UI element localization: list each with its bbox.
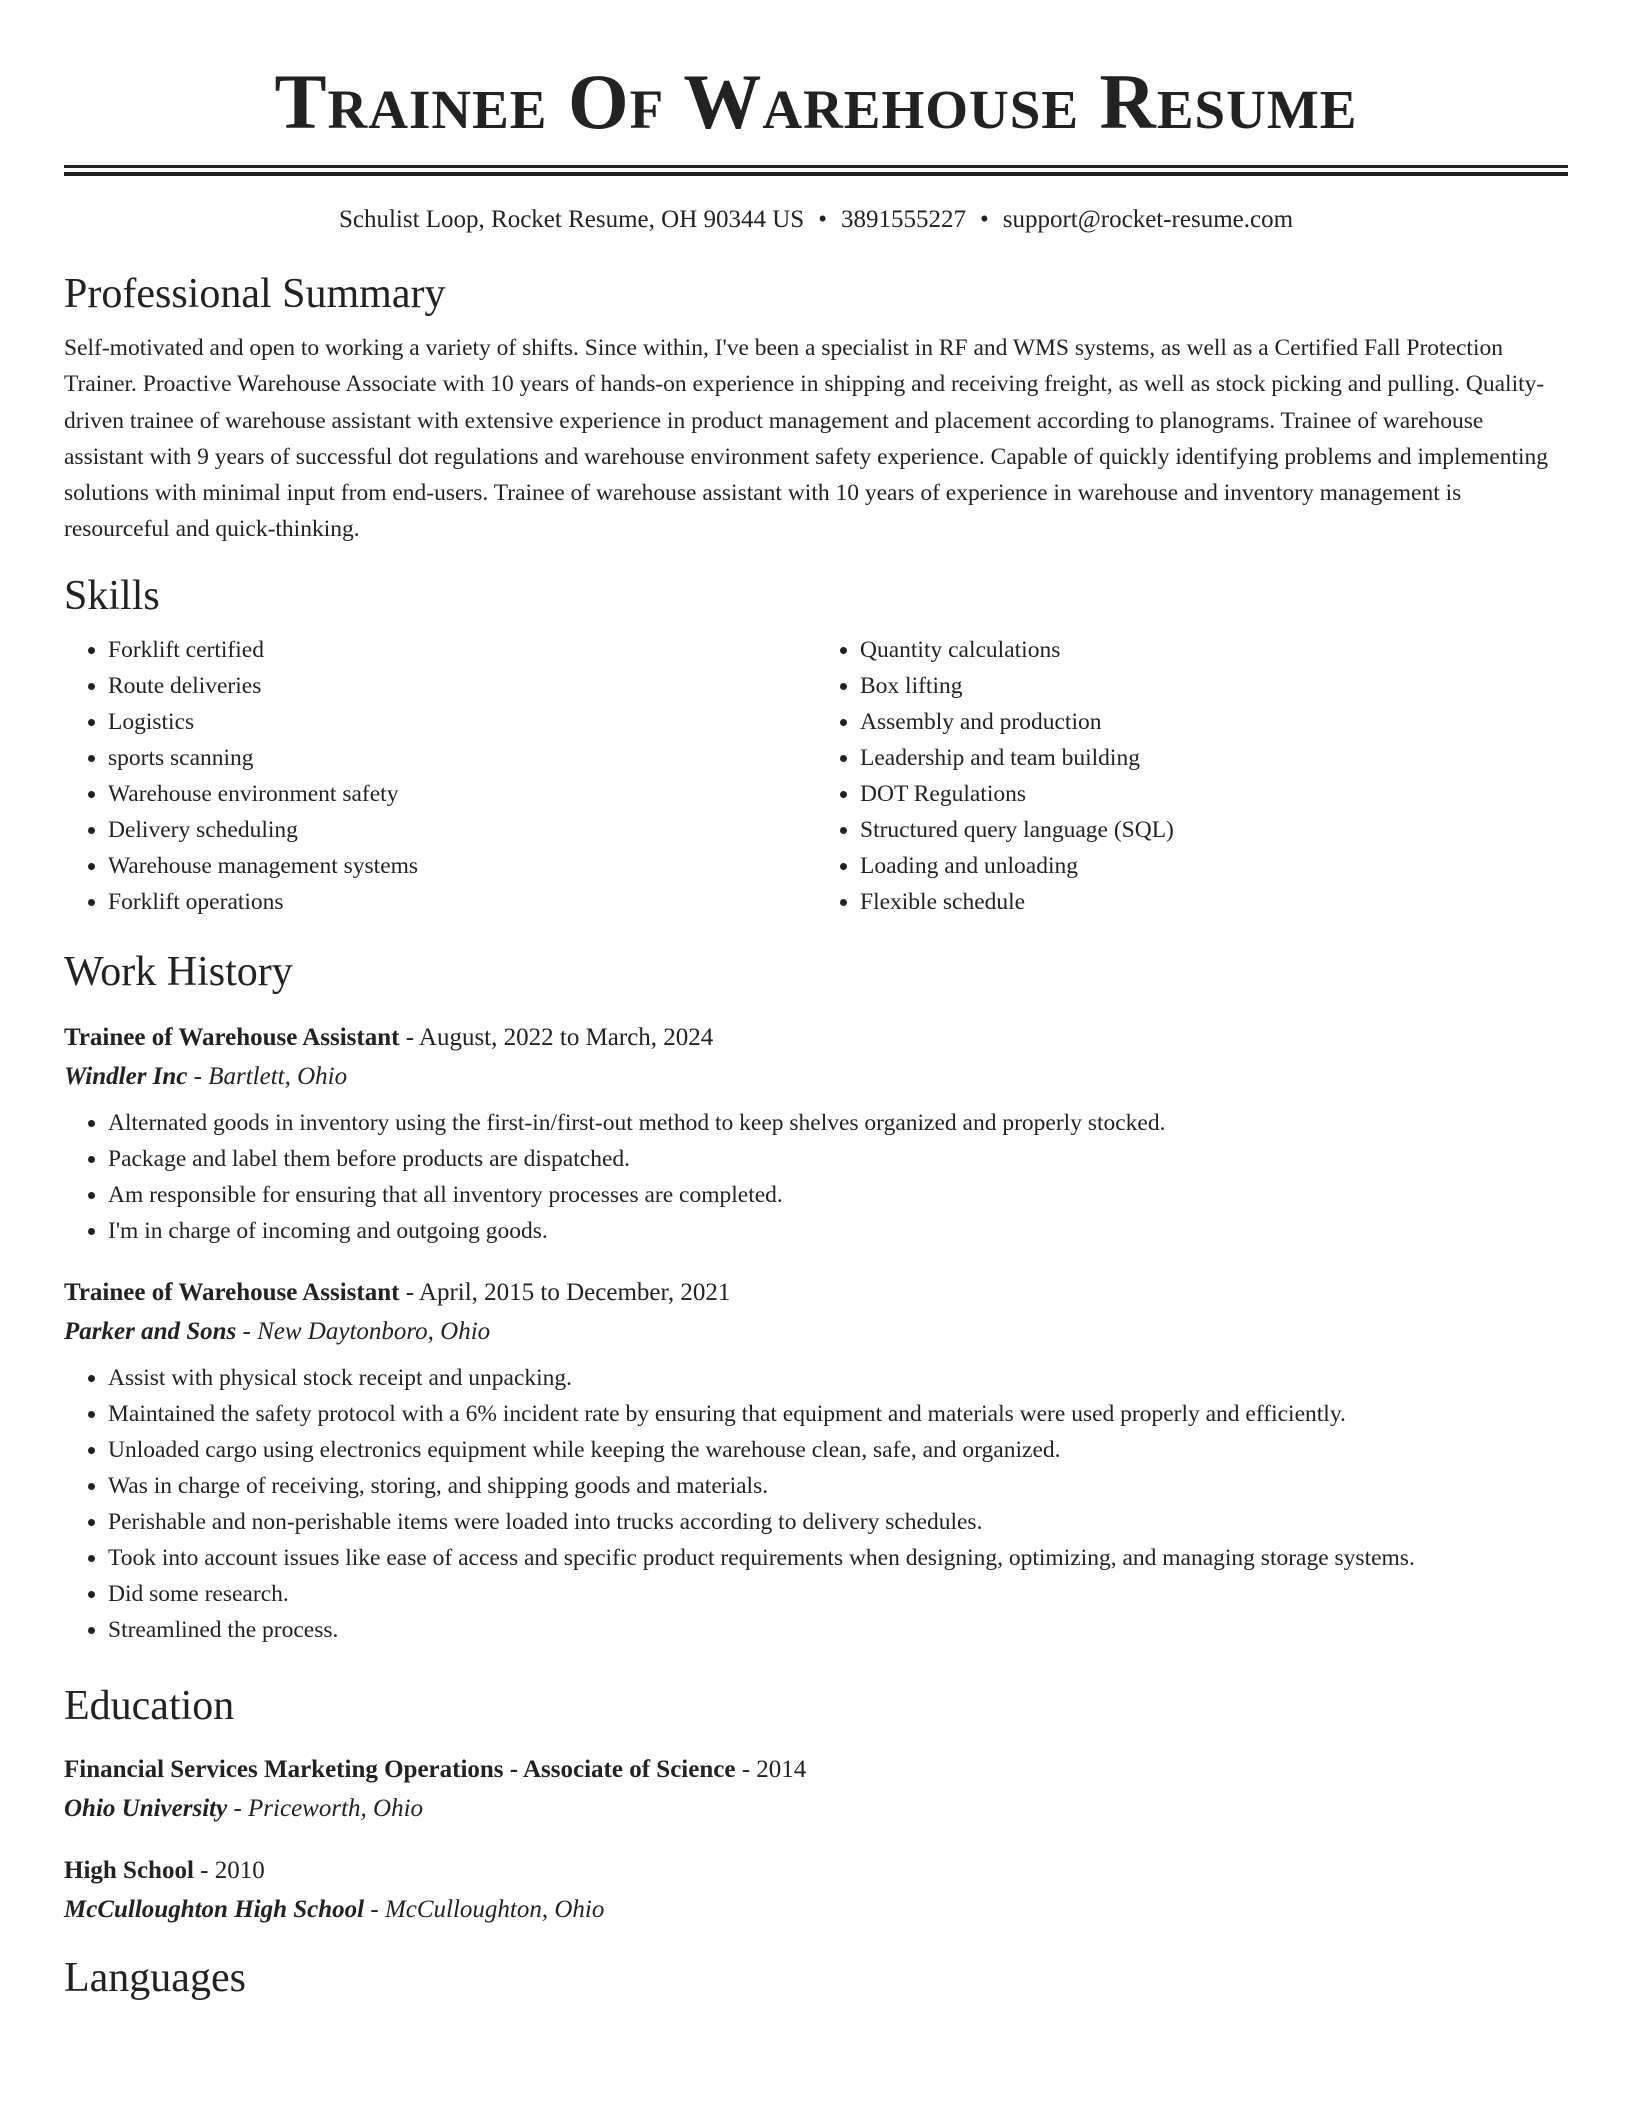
work-history-heading: Work History [64, 948, 293, 995]
education-heading: Education [64, 1682, 235, 1729]
job-bullet: • Maintained the safety protocol with a 6% incident rate by ensuring that equipment and materials were used properly and efficiently. [108, 1396, 1568, 1432]
job-bullet: • Unloaded cargo using electronics equipment while keeping the warehouse clean, safe, and organized. [108, 1432, 1568, 1468]
job-employer: Parker and Sons - New Daytonboro, Ohio [64, 1317, 491, 1345]
skill-item: • Route deliveries [108, 668, 816, 704]
education-school: McCulloughton High School [64, 1895, 365, 1923]
skills-left-column [64, 632, 816, 920]
education-entry [64, 1855, 1568, 1926]
education-year: 2010 [214, 1856, 265, 1884]
skill-item: • DOT Regulations [860, 776, 1568, 812]
summary-section [64, 268, 1568, 548]
skill-item: • Flexible schedule [860, 884, 1568, 920]
job-title: Trainee of Warehouse Assistant [64, 1278, 400, 1306]
contact-separator: • [979, 206, 989, 233]
skill-item: • Loading and unloading [860, 848, 1568, 884]
job-header: Trainee of Warehouse Assistant - August, 2022 to March, 2024 [64, 1023, 714, 1051]
job-title: Trainee of Warehouse Assistant [64, 1023, 400, 1051]
job-bullet: • Streamlined the process. [108, 1612, 1568, 1648]
job-company: Windler Inc [64, 1062, 188, 1090]
education-degree: Financial Services Marketing Operations - Associate of Science [64, 1755, 736, 1783]
skill-item: • Forklift operations [108, 884, 816, 920]
job-bullet: • Perishable and non-perishable items were loaded into trucks according to delivery schedules. [108, 1504, 1568, 1540]
job-header: Trainee of Warehouse Assistant - April, 2015 to December, 2021 [64, 1278, 731, 1306]
contact-line [64, 204, 1568, 236]
job-entry [64, 1022, 1568, 1249]
languages-section [64, 1952, 1568, 2004]
job-bullet: • Took into account issues like ease of access and specific product requirements when designing, optimizing, and managing storage systems. [108, 1540, 1568, 1576]
skill-item: • Warehouse environment safety [108, 776, 816, 812]
education-entry [64, 1754, 1568, 1825]
education-institution: Ohio University - Priceworth, Ohio [64, 1794, 424, 1822]
skills-grid [64, 632, 1568, 920]
job-dates: August, 2022 to March, 2024 [418, 1023, 714, 1051]
job-bullet: • Package and label them before products are dispatched. [108, 1141, 1568, 1177]
job-bullet: • Am responsible for ensuring that all inventory processes are completed. [108, 1177, 1568, 1213]
job-bullet: • Assist with physical stock receipt and unpacking. [108, 1360, 1568, 1396]
summary-heading: Professional Summary [64, 271, 446, 317]
skills-right-column [816, 632, 1568, 920]
skill-item: • Logistics [108, 704, 816, 740]
skills-section [64, 570, 1568, 920]
job-employer: Windler Inc - Bartlett, Ohio [64, 1062, 348, 1090]
education-header: High School - 2010 [64, 1856, 265, 1884]
job-location: Bartlett, Ohio [208, 1062, 348, 1090]
education-school: Ohio University [64, 1794, 228, 1822]
skill-item: • Delivery scheduling [108, 812, 816, 848]
education-institution: McCulloughton High School - McCulloughton, Ohio [64, 1895, 605, 1923]
skill-item: • Box lifting [860, 668, 1568, 704]
title-divider [64, 165, 1568, 168]
skill-item: • Quantity calculations [860, 632, 1568, 668]
summary-text: Self-motivated and open to working a variety of shifts. Since within, I've been a specialist in RF and WMS systems, as well as a Certified Fall Protection Trainer. Proactive Warehouse Associate with 10 years of hands-on experience in shipping and receiving freight, as well as stock picking and pulling. Quality-driven trainee of warehouse assistant with extensive experience in product management and placement according to planograms. Trainee of warehouse assistant with 9 years of successful dot regulations and warehouse environment safety experience. Capable of quickly identifying problems and implementing solutions with minimal input from end-users. Trainee of warehouse assistant with 10 years of experience in warehouse and inventory management is resourceful and quick-thinking. [64, 335, 1549, 543]
education-location: McCulloughton, Ohio [384, 1895, 605, 1923]
job-company: Parker and Sons [64, 1317, 237, 1345]
skill-item: • Forklift certified [108, 632, 816, 668]
languages-heading: Languages [64, 1954, 246, 2001]
education-degree: High School [64, 1856, 194, 1884]
skill-item: • Assembly and production [860, 704, 1568, 740]
resume-title: Trainee Of Warehouse Resume [274, 58, 1358, 145]
job-bullet: • Was in charge of receiving, storing, and shipping goods and materials. [108, 1468, 1568, 1504]
skill-item: • Warehouse management systems [108, 848, 816, 884]
job-bullet: • Alternated goods in inventory using the first-in/first-out method to keep shelves organized and properly stocked. [108, 1105, 1568, 1141]
job-bullet: • Did some research. [108, 1576, 1568, 1612]
job-dates: April, 2015 to December, 2021 [418, 1278, 731, 1306]
education-location: Priceworth, Ohio [248, 1794, 424, 1822]
education-header: Financial Services Marketing Operations - Associate of Science - 2014 [64, 1755, 807, 1783]
contact-separator: • [818, 206, 827, 233]
skill-item: • Leadership and team building [860, 740, 1568, 776]
education-section [64, 1680, 1568, 1926]
education-year: 2014 [756, 1755, 807, 1783]
skill-item: • Structured query language (SQL) [860, 812, 1568, 848]
job-bullets [64, 1360, 1568, 1648]
job-location: New Daytonboro, Ohio [257, 1317, 491, 1345]
contact-email: support@rocket-resume.com [1002, 206, 1294, 233]
job-entry [64, 1277, 1568, 1648]
job-bullet: • I'm in charge of incoming and outgoing goods. [108, 1213, 1568, 1249]
skills-heading: Skills [64, 572, 160, 619]
contact-phone: 3891555227 [840, 206, 966, 233]
work-history-section [64, 946, 1568, 1648]
job-bullets [64, 1105, 1568, 1249]
skill-item: • sports scanning [108, 740, 816, 776]
contact-address: Schulist Loop, Rocket Resume, OH 90344 US [338, 206, 805, 233]
